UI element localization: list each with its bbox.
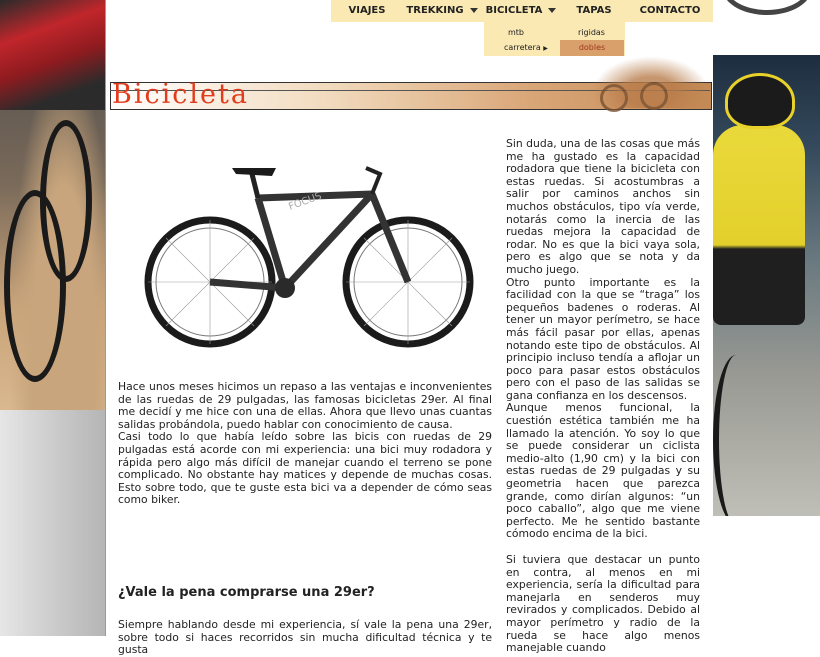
- submenu-dobles[interactable]: dobles: [560, 40, 624, 56]
- bicicleta-submenu: [484, 22, 625, 56]
- article-intro: [118, 381, 492, 507]
- nav-trekking[interactable]: [403, 0, 481, 22]
- banner-wheel: [600, 84, 628, 112]
- section-heading: ¿Vale la pena comprarse una 29er?: [118, 585, 375, 600]
- nav-bicicleta-label: BICICLETA: [485, 5, 543, 16]
- nav-viajes[interactable]: [331, 0, 403, 22]
- road-wheel-shape: [713, 355, 759, 516]
- cyclist-jersey: [713, 125, 805, 325]
- right-paragraph-1: Sin duda, una de las cosas que más me ha gustado es la capacidad rodadora que tiene la bicicleta con estas ruedas. Si acostumbras a salir por caminos anchos sin muchos obstáculos, tipo vía verde, notarás como la inercia de las ruedas mejora la capacidad de rodar. No es que la bici vaya sola, pero es algo que se nota y da mucho juego.: [506, 137, 700, 276]
- intro-paragraph-2: Casi todo lo que había leído sobre las bicis con ruedas de 29 pulgadas está acorde con mi experiencia: una bici muy rodadora y rápida pero algo más difícil de manejar cuando el terreno se pone complicado. No obstante hay matices y depende de muchas cosas. Esto sobre todo, que te guste esta bici va a depender de cómo seas como biker.: [118, 430, 492, 507]
- page-title: Bicicleta: [112, 79, 249, 110]
- submenu-carretera[interactable]: [504, 40, 554, 56]
- top-decorative-circle: [722, 0, 812, 15]
- nav-tapas[interactable]: [561, 0, 627, 22]
- nav-contacto[interactable]: [627, 0, 713, 22]
- article-section-text: [118, 619, 492, 657]
- section-paragraph: Siempre hablando desde mi experiencia, sí vale la pena una 29er, sobre todo si haces recorridos sin mucha dificultad técnica y te gusta: [118, 618, 492, 657]
- mountain-bike-image: [140, 160, 480, 355]
- nav-bicicleta[interactable]: [481, 0, 561, 22]
- content-border: [105, 0, 106, 636]
- nav-trekking-label: TREKKING: [406, 5, 464, 16]
- caret-right-icon: ▶: [543, 45, 548, 52]
- rider-jersey: [0, 0, 106, 110]
- nav-contacto-label: CONTACTO: [639, 5, 701, 16]
- right-paragraph-3: Aunque menos funcional, la cuestión estética también me ha llamado la atención. Yo soy lo que se puede considerar un ciclista medio-alto (1,90 cm) y la bici con estas ruedas de 29 pulgadas y su geometria hacen que parezca grande, como dirían algunos: “un poco caballo”, algo que me viene perfecto. Me he sentido bastante cómodo encima de la bici.: [506, 401, 700, 541]
- article-right-column: [506, 138, 700, 655]
- right-paragraph-4: Si tuviera que destacar un punto en contra, al menos en mi experiencia, sería la dificultad para manejarla en senderos muy revirados y complicados. Debido al mayor perímetro y radio de la rueda se hace algo menos manejable cuando: [506, 553, 700, 655]
- svg-text:FOCUS: FOCUS: [287, 190, 324, 213]
- nav-viajes-label: VIAJES: [348, 5, 386, 16]
- mountain-biker-photo: [0, 0, 106, 410]
- cyclist-helmet: [725, 73, 795, 129]
- left-gray-strip: [0, 410, 106, 636]
- bike-wheel-shape: [40, 120, 92, 282]
- caret-down-icon: [548, 8, 556, 13]
- intro-paragraph-1: Hace unos meses hicimos un repaso a las ventajas e inconvenientes de las ruedas de 29 pulgadas, las famosas bicicletas 29er. Al final me decidí y me hice con una de ellas. Ahora que llevo unas cuantas salidas probándola, puedo hablar con conocimiento de causa.: [118, 380, 492, 431]
- right-paragraph-2: Otro punto importante es la facilidad con la que se “traga” los pequeños badenes o roderas. Al tener un mayor perímetro, se hace más fácil pasar por ellas, apenas notando este tipo de obstáculos. Al principio incluso tendía a aflojar un poco para pasar estos obstáculos pero con el paso de las salidas se gana confianza en los descensos.: [506, 275, 700, 402]
- banner-wheel: [640, 82, 668, 110]
- submenu-rigidas[interactable]: rigidas: [578, 28, 605, 37]
- banner-cyclist-image: [592, 56, 710, 108]
- road-cyclist-photo: [713, 55, 820, 516]
- nav-tapas-label: TAPAS: [576, 5, 612, 16]
- submenu-carretera-label: carretera: [504, 43, 541, 52]
- submenu-mtb[interactable]: mtb: [508, 28, 525, 37]
- caret-down-icon: [470, 8, 478, 13]
- main-nav: [331, 0, 713, 22]
